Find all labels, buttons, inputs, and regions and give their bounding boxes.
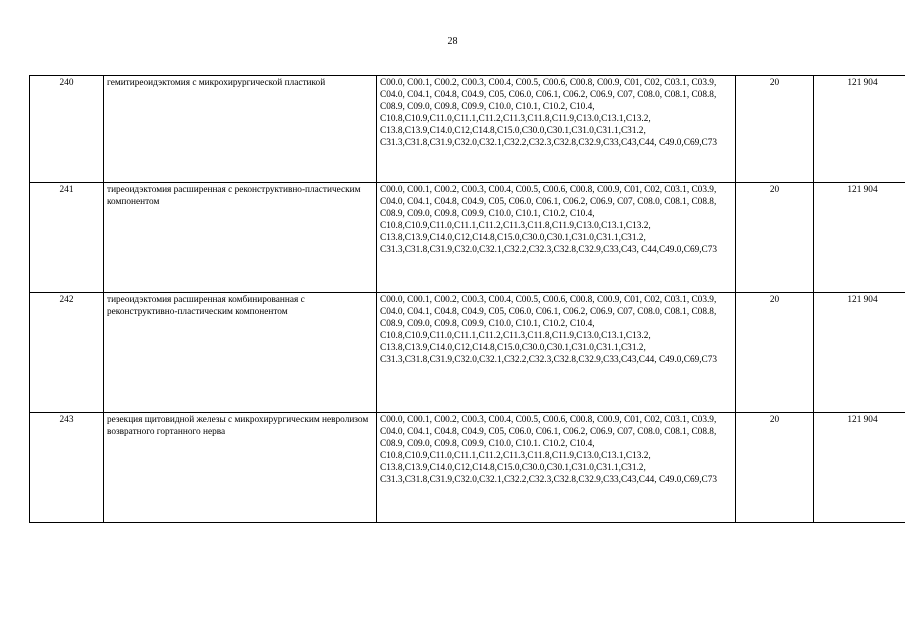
amount-cell: 121 904	[814, 76, 905, 183]
procedure-name-cell: тиреоидэктомия расширенная с реконструктивно-пластическим компонентом	[104, 183, 377, 293]
diagnosis-codes-cell: C00.0, C00.1, C00.2, C00.3, C00.4, C00.5, C00.6, C00.8, C00.9, C01, C02, C03.1, C03.9, C04.0, C04.1, C04.8, C04.9, C05, C06.0, C06.1, C06.2, C06.9, C07, C08.0, C08.1, C08.8, C08.9, C09.0, C09.8, C09.9, C10.0, C10.1, C10.2, C10.4, C10.8,C10.9,C11.0,C11.1,C11.2,C11.3,C11.8,C11.9,C13.0,C13.1,C13.2, C13.8,C13.9,C14.0,C12,C14.8,C15.0,C30.0,C30.1,C31.0,C31.1,C31.2, C31.3,C31.8,C31.9,C32.0,C32.1,C32.2,C32.3,C32.8,C32.9,C33,C43, C44,C49.0,C69,C73	[377, 183, 736, 293]
services-table	[29, 75, 905, 523]
value-cell: 20	[736, 413, 814, 523]
procedure-name-cell: гемитиреоидэктомия с микрохирургической пластикой	[104, 76, 377, 183]
row-number-cell: 243	[30, 413, 104, 523]
page-number: 28	[447, 36, 458, 47]
row-number-cell: 241	[30, 183, 104, 293]
diagnosis-codes-cell: C00.0, C00.1, C00.2, C00.3, C00.4, C00.5, C00.6, C00.8, C00.9, C01, C02, C03.1, C03.9, C04.0, C04.1, C04.8, C04.9, C05, C06.0, C06.1, C06.2, C06.9, C07, C08.0, C08.1, C08.8, C08.9, C09.0, C09.8, C09.9, C10.0, C10.1. C10.2, C10.4, C10.8,C10.9,C11.0,C11.1,C11.2,C11.3,C11.8,C11.9,C13.0,C13.1,C13.2, C13.8,C13.9,C14.0,C12,C14.8,C15.0,C30.0,C30.1,C31.0,C31.1,C31.2, C31.3,C31.8,C31.9,C32.0,C32.1,C32.2,C32.3,C32.8,C32.9,C33,C43,C44, C49.0,C69,C73	[377, 413, 736, 523]
value-cell: 20	[736, 293, 814, 413]
amount-cell: 121 904	[814, 293, 905, 413]
value-cell: 20	[736, 183, 814, 293]
amount-cell: 121 904	[814, 183, 905, 293]
amount-cell: 121 904	[814, 413, 905, 523]
procedure-name-cell: резекция щитовидной железы с микрохирургическим невролизом возвратного гортанного нерва	[104, 413, 377, 523]
table-row	[30, 293, 905, 413]
procedure-name-cell: тиреоидэктомия расширенная комбинированная с реконструктивно-пластическим компонентом	[104, 293, 377, 413]
diagnosis-codes-cell: C00.0, C00.1, C00.2, C00.3, C00.4, C00.5, C00.6, C00.8, C00.9, C01, C02, C03.1, C03.9, C04.0, C04.1, C04.8, C04.9, C05, C06.0, C06.1, C06.2, C06.9, C07, C08.0, C08.1, C08.8, C08.9, C09.0, C09.8, C09.9, C10.0, C10.1, C10.2, C10.4, C10.8,C10.9,C11.0,C11.1,C11.2,C11.3,C11.8,C11.9,C13.0,C13.1,C13.2, C13.8,C13.9,C14.0,C12,C14.8,C15.0,C30.0,C30.1,C31.0,C31.1,C31.2, C31.3,C31.8,C31.9,C32.0,C32.1,C32.2,C32.3,C32.8,C32.9,C33,C43,C44, C49.0,C69,C73	[377, 293, 736, 413]
value-cell: 20	[736, 76, 814, 183]
row-number-cell: 240	[30, 76, 104, 183]
row-number-cell: 242	[30, 293, 104, 413]
table-row	[30, 183, 905, 293]
table-row	[30, 76, 905, 183]
diagnosis-codes-cell: C00.0, C00.1, C00.2, C00.3, C00.4, C00.5, C00.6, C00.8, C00.9, C01, C02, C03.1, C03.9, C04.0, C04.1, C04.8, C04.9, C05, C06.0, C06.1, C06.2, C06.9, C07, C08.0, C08.1, C08.8, C08.9, C09.0, C09.8, C09.9, C10.0, C10.1, C10.2, C10.4, C10.8,C10.9,C11.0,C11.1,C11.2,C11.3,C11.8,C11.9,C13.0,C13.1,C13.2, C13.8,C13.9,C14.0,C12,C14.8,C15.0,C30.0,C30.1,C31.0,C31.1,C31.2, C31.3,C31.8,C31.9,C32.0,C32.1,C32.2,C32.3,C32.8,C32.9,C33,C43,C44, C49.0,C69,C73	[377, 76, 736, 183]
table-row	[30, 413, 905, 523]
